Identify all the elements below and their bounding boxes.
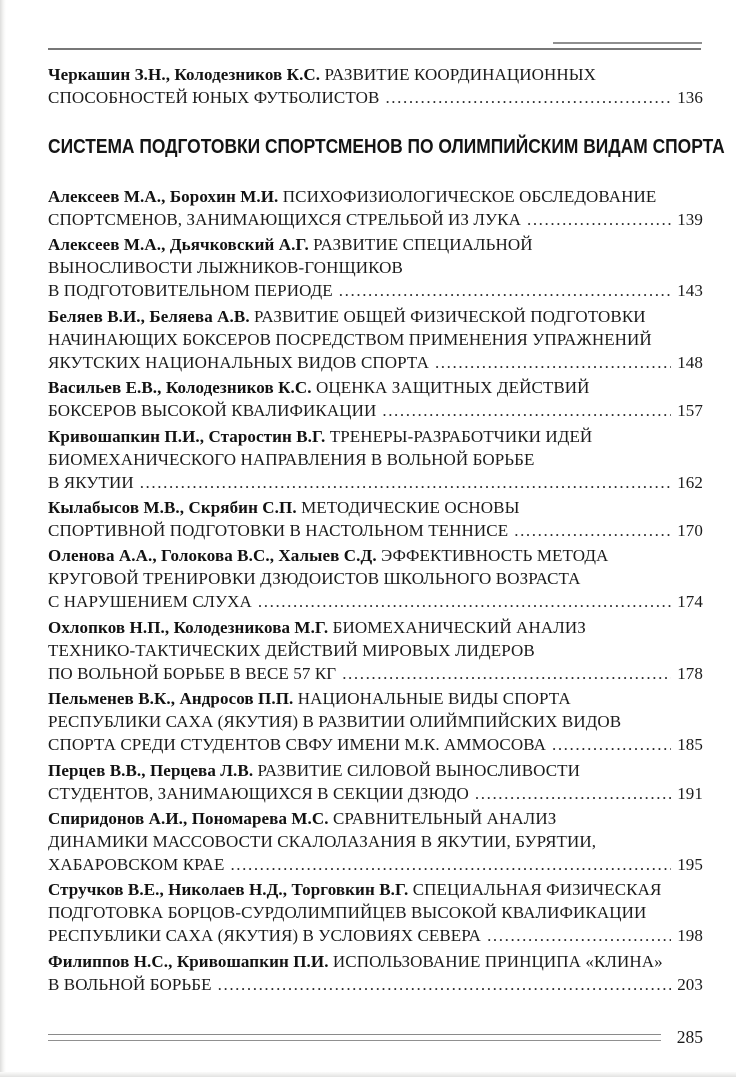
footer-rule <box>48 1034 661 1041</box>
toc-entry-line <box>48 279 703 302</box>
entry-page-number: 191 <box>677 783 703 803</box>
entry-page-number: 148 <box>677 352 703 372</box>
toc-entry-line: Спиридонов А.И., Пономарева М.С. СРАВНИТЕЛЬНЫЙ АНАЛИЗ <box>48 808 557 828</box>
toc-entry-line <box>48 662 703 685</box>
dot-leader <box>487 924 671 947</box>
toc-entry-line: РЕСПУБЛИКИ САХА (ЯКУТИЯ) В РАЗВИТИИ ОЛИЙМПИЙСКИХ ВИДОВ <box>48 712 622 732</box>
toc-content <box>48 64 725 996</box>
toc-entry <box>48 425 703 494</box>
entry-authors: Беляев В.И., Беляева А.В. <box>48 306 250 326</box>
entry-authors: Кривошапкин П.И., Старостин В.Г. <box>48 426 326 446</box>
toc-entry-line: Васильев Е.В., Колодезников К.С. ОЦЕНКА ЗАЩИТНЫХ ДЕЙСТВИЙ <box>48 378 590 398</box>
dot-leader <box>230 853 671 876</box>
toc-entry-line <box>48 399 703 422</box>
toc-entry-line: Стручков В.Е., Николаев Н.Д., Торговкин В.Г. СПЕЦИАЛЬНАЯ ФИЗИЧЕСКАЯ <box>48 880 662 900</box>
dot-leader <box>385 87 671 110</box>
entry-page-number: 143 <box>677 281 703 301</box>
toc-entry-line <box>48 924 703 947</box>
toc-entry <box>48 376 703 422</box>
toc-entry-line: Филиппов Н.С., Кривошапкин П.И. ИСПОЛЬЗОВАНИЕ ПРИНЦИПА «КЛИНА» <box>48 951 663 971</box>
entry-page-number: 139 <box>677 210 703 229</box>
dot-leader <box>218 973 672 996</box>
entry-page-number: 178 <box>677 663 703 683</box>
entry-authors: Спиридонов А.И., Пономарева М.С. <box>48 808 329 828</box>
dot-leader <box>475 782 671 805</box>
entry-title-text: СПОСОБНОСТЕЙ ЮНЫХ ФУТБОЛИСТОВ <box>48 87 380 107</box>
toc-entry-line <box>48 590 703 613</box>
entry-title-text: В ЯКУТИИ <box>48 472 134 492</box>
entry-authors: Алексеев М.А., Борохин М.И. <box>48 187 279 206</box>
dot-leader <box>552 733 671 756</box>
entry-title-text: СПОРТСМЕНОВ, ЗАНИМАЮЩИХСЯ СТРЕЛЬБОЙ ИЗ ЛУКА <box>48 210 521 229</box>
entry-page-number: 170 <box>677 520 703 540</box>
toc-entry-line: ДИНАМИКИ МАССОВОСТИ СКАЛОЛАЗАНИЯ В ЯКУТИИ, БУРЯТИИ, <box>48 831 597 851</box>
pre-section-list <box>48 64 703 109</box>
entry-page-number: 174 <box>677 592 703 612</box>
toc-entry-line: Беляев В.И., Беляева А.В. РАЗВИТИЕ ОБЩЕЙ ФИЗИЧЕСКОЙ ПОДГОТОВКИ <box>48 306 646 326</box>
header-rule <box>48 48 701 50</box>
toc-entry-line <box>48 973 703 996</box>
toc-entry-line: БИОМЕХАНИЧЕСКОГО НАПРАВЛЕНИЯ В ВОЛЬНОЙ БОРЬБЕ <box>48 449 535 469</box>
entry-authors: Стручков В.Е., Николаев Н.Д., Торговкин В.Г. <box>48 880 409 900</box>
toc-entry-line: ВЫНОСЛИВОСТИ ЛЫЖНИКОВ-ГОНЩИКОВ <box>48 258 403 278</box>
toc-entry-line: Черкашин З.Н., Колодезников К.С. РАЗВИТИЕ КООРДИНАЦИОННЫХ <box>48 65 597 84</box>
entries-list <box>48 185 703 996</box>
toc-entry-line: Оленова А.А., Голокова В.С., Халыев С.Д. ЭФФЕКТИВНОСТЬ МЕТОДА <box>48 546 609 566</box>
toc-entry <box>48 496 703 542</box>
toc-entry-line <box>48 351 703 374</box>
entry-page-number: 195 <box>677 854 703 874</box>
toc-entry-line <box>48 208 703 231</box>
entry-page-number: 203 <box>677 974 703 994</box>
dot-leader <box>339 279 671 302</box>
page-edge-shadow-left <box>0 0 6 1077</box>
entry-title-text: С НАРУШЕНИЕМ СЛУХА <box>48 592 252 612</box>
toc-entry <box>48 878 703 947</box>
toc-entry-line: Алексеев М.А., Дьячковский А.Г. РАЗВИТИЕ СПЕЦИАЛЬНОЙ <box>48 235 533 255</box>
section-heading: СИСТЕМА ПОДГОТОВКИ СПОРТСМЕНОВ ПО ОЛИМПИЙСКИМ ВИДАМ СПОРТА <box>48 136 725 158</box>
entry-title-text: В ВОЛЬНОЙ БОРЬБЕ <box>48 974 212 994</box>
entry-authors: Кылабысов М.В., Скрябин С.П. <box>48 497 297 517</box>
dot-leader <box>342 662 671 685</box>
toc-entry <box>48 305 703 374</box>
entry-authors: Пельменев В.К., Андросов П.П. <box>48 689 294 709</box>
toc-entry <box>48 616 703 685</box>
toc-entry <box>48 185 703 231</box>
toc-entry-line <box>48 853 703 876</box>
entry-title-text: В ПОДГОТОВИТЕЛЬНОМ ПЕРИОДЕ <box>48 281 333 301</box>
toc-entry-line <box>48 519 703 542</box>
entry-page-number: 198 <box>677 926 703 946</box>
toc-entry <box>48 807 703 876</box>
entry-authors: Перцев В.В., Перцева Л.В. <box>48 760 254 780</box>
header-rule-accent <box>553 42 702 44</box>
toc-entry-line: Алексеев М.А., Борохин М.И. ПСИХОФИЗИОЛОГИЧЕСКОЕ ОБСЛЕДОВАНИЕ <box>48 187 657 206</box>
dot-leader <box>435 351 671 374</box>
page-number: 285 <box>676 1027 703 1047</box>
entry-title-text: ЯКУТСКИХ НАЦИОНАЛЬНЫХ ВИДОВ СПОРТА <box>48 352 429 372</box>
toc-entry-line <box>48 87 703 110</box>
toc-entry <box>48 950 703 996</box>
entry-title-text: ПО ВОЛЬНОЙ БОРЬБЕ В ВЕСЕ 57 КГ <box>48 663 337 683</box>
entry-title-text: СТУДЕНТОВ, ЗАНИМАЮЩИХСЯ В СЕКЦИИ ДЗЮДО <box>48 783 469 803</box>
entry-authors: Охлопков Н.П., Колодезникова М.Г. <box>48 617 329 637</box>
dot-leader <box>527 208 671 231</box>
toc-entry-line: Кривошапкин П.И., Старостин В.Г. ТРЕНЕРЫ-РАЗРАБОТЧИКИ ИДЕЙ <box>48 426 593 446</box>
entry-title-text: СПОРТА СРЕДИ СТУДЕНТОВ СВФУ ИМЕНИ М.К. АММОСОВА <box>48 735 546 755</box>
entry-page-number: 157 <box>677 401 703 421</box>
toc-entry-line: Пельменев В.К., Андросов П.П. НАЦИОНАЛЬНЫЕ ВИДЫ СПОРТА <box>48 689 571 709</box>
dot-leader <box>514 519 671 542</box>
toc-entry-line: ПОДГОТОВКА БОРЦОВ-СУРДОЛИМПИЙЦЕВ ВЫСОКОЙ КВАЛИФИКАЦИИ <box>48 903 647 923</box>
entry-title-text: БОКСЕРОВ ВЫСОКОЙ КВАЛИФИКАЦИИ <box>48 401 377 421</box>
entry-authors: Черкашин З.Н., Колодезников К.С. <box>48 65 321 84</box>
toc-entry-line: Перцев В.В., Перцева Л.В. РАЗВИТИЕ СИЛОВОЙ ВЫНОСЛИВОСТИ <box>48 760 581 780</box>
toc-entry-line: КРУГОВОЙ ТРЕНИРОВКИ ДЗЮДОИСТОВ ШКОЛЬНОГО ВОЗРАСТА <box>48 569 581 589</box>
entry-title-text: СПОРТИВНОЙ ПОДГОТОВКИ В НАСТОЛЬНОМ ТЕННИСЕ <box>48 520 509 540</box>
page-edge-shadow-bottom <box>0 1072 736 1077</box>
dot-leader <box>258 590 671 613</box>
toc-entry-line <box>48 471 703 494</box>
entry-authors: Филиппов Н.С., Кривошапкин П.И. <box>48 951 329 971</box>
entry-title-text: ХАБАРОВСКОМ КРАЕ <box>48 854 225 874</box>
toc-entry-line: Охлопков Н.П., Колодезникова М.Г. БИОМЕХАНИЧЕСКИЙ АНАЛИЗ <box>48 617 586 637</box>
toc-entry <box>48 64 703 109</box>
entry-authors: Алексеев М.А., Дьячковский А.Г. <box>48 235 309 255</box>
entry-page-number: 136 <box>677 87 703 107</box>
entry-authors: Оленова А.А., Голокова В.С., Халыев С.Д. <box>48 546 377 566</box>
entry-page-number: 162 <box>677 472 703 492</box>
toc-entry <box>48 687 703 756</box>
toc-entry-line <box>48 782 703 805</box>
entry-authors: Васильев Е.В., Колодезников К.С. <box>48 378 312 398</box>
toc-entry <box>48 759 703 805</box>
toc-entry-line <box>48 733 703 756</box>
toc-entry-line: Кылабысов М.В., Скрябин С.П. МЕТОДИЧЕСКИЕ ОСНОВЫ <box>48 497 520 517</box>
dot-leader <box>140 471 671 494</box>
toc-entry <box>48 544 703 613</box>
toc-entry-line: ТЕХНИКО-ТАКТИЧЕСКИХ ДЕЙСТВИЙ МИРОВЫХ ЛИДЕРОВ <box>48 640 535 660</box>
toc-entry <box>48 233 703 302</box>
entry-page-number: 185 <box>677 735 703 755</box>
dot-leader <box>382 399 671 422</box>
toc-entry-line: НАЧИНАЮЩИХ БОКСЕРОВ ПОСРЕДСТВОМ ПРИМЕНЕНИЯ УПРАЖНЕНИЙ <box>48 329 652 349</box>
entry-title-text: РЕСПУБЛИКИ САХА (ЯКУТИЯ) В УСЛОВИЯХ СЕВЕРА <box>48 926 482 946</box>
